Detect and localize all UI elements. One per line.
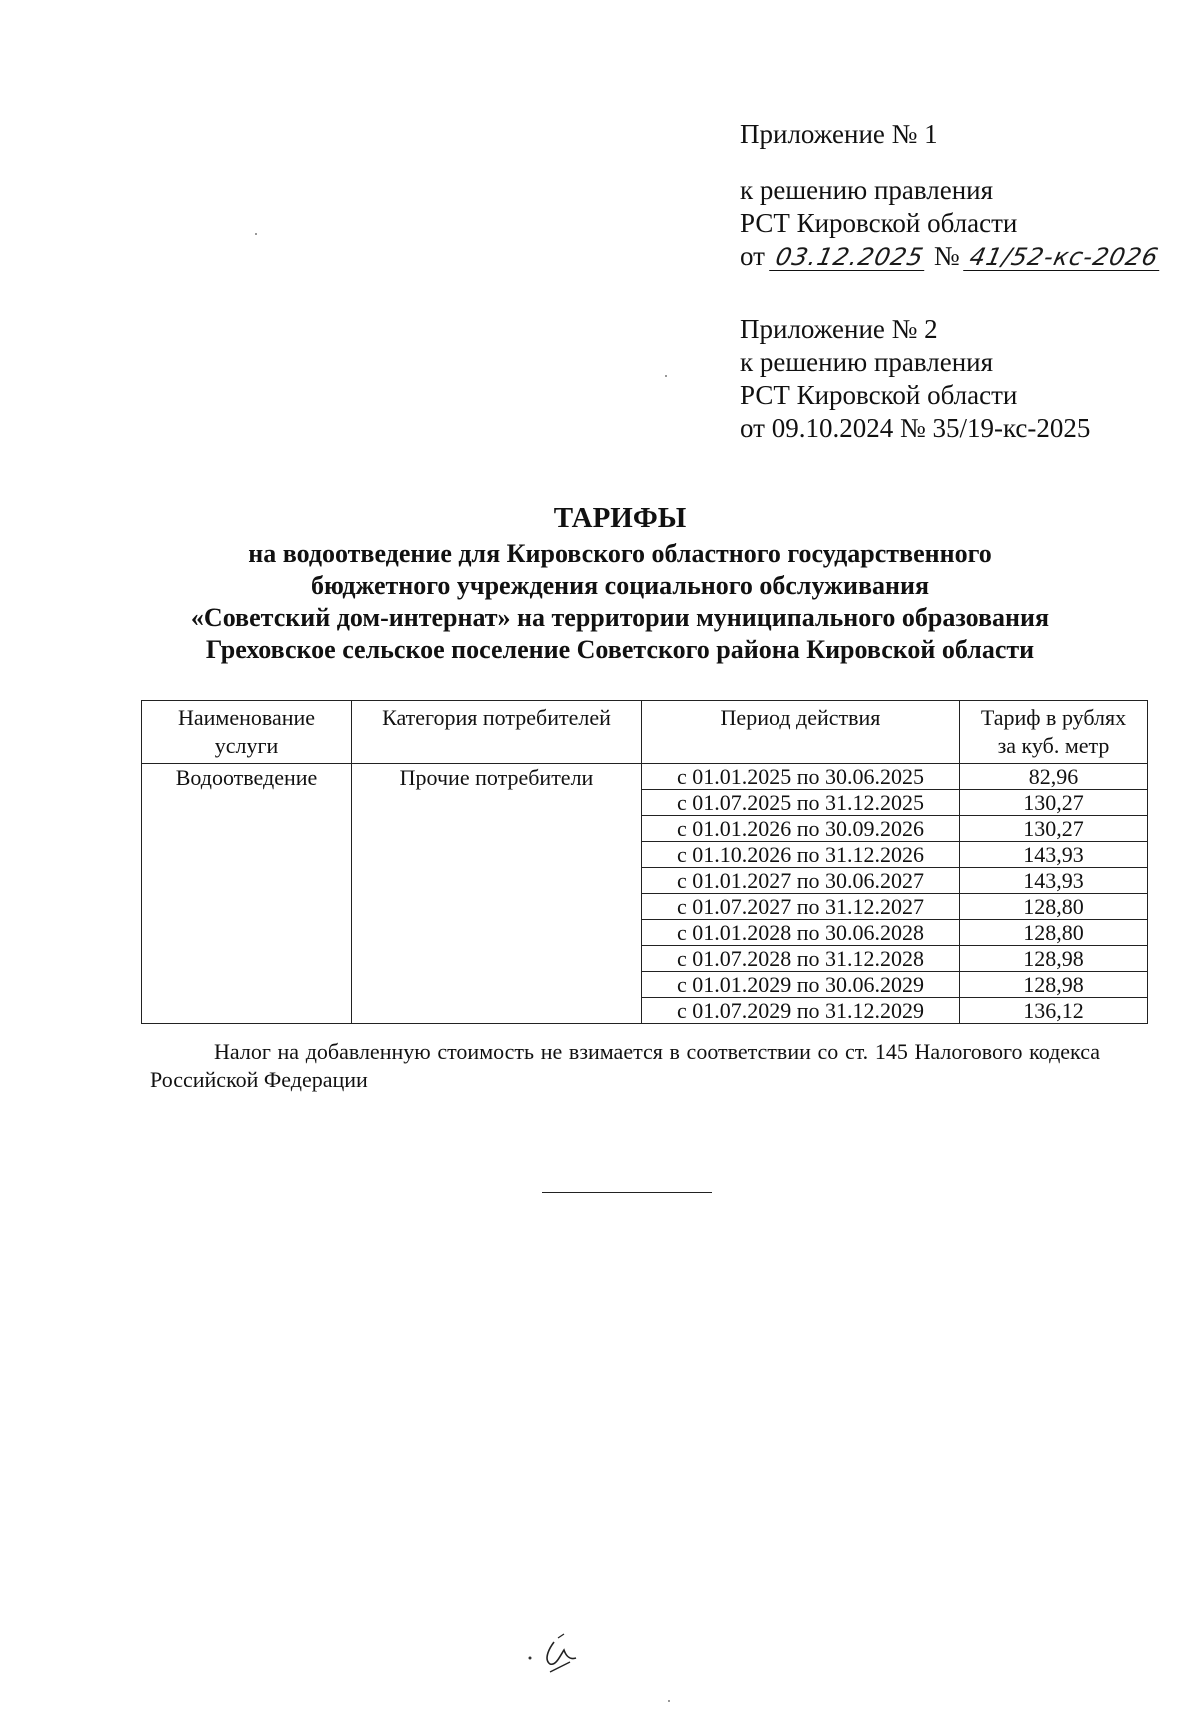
cell-period: с 01.01.2028 по 30.06.2028 xyxy=(642,920,960,946)
cell-tariff: 130,27 xyxy=(960,790,1148,816)
appendix-1-title: Приложение № 1 xyxy=(740,119,938,149)
table-row xyxy=(142,764,1148,790)
scan-speck xyxy=(255,233,257,235)
signature-mark xyxy=(520,1620,590,1685)
appendix-2-block xyxy=(740,313,1090,445)
handwritten-number: 41/52-кс-2026 xyxy=(964,244,1166,271)
document-title: ТАРИФЫ xyxy=(553,502,687,534)
cell-tariff: 143,93 xyxy=(960,868,1148,894)
cell-period: с 01.07.2027 по 31.12.2027 xyxy=(642,894,960,920)
header-period: Период действия xyxy=(642,701,960,764)
appendix-1-number-sign: № xyxy=(933,241,960,271)
cell-period: с 01.01.2027 по 30.06.2027 xyxy=(642,868,960,894)
cell-tariff: 128,98 xyxy=(960,946,1148,972)
separator-rule xyxy=(542,1192,712,1193)
appendix-1-block xyxy=(740,118,1163,273)
cell-period: с 01.01.2029 по 30.06.2029 xyxy=(642,972,960,998)
heading-line-3: «Советский дом-интернат» на территории муниципального образования xyxy=(190,603,1050,632)
appendix-1-from-prefix: от xyxy=(740,241,765,271)
header-tariff: Тариф в рублях за куб. метр xyxy=(960,701,1148,764)
cell-tariff: 128,80 xyxy=(960,894,1148,920)
cell-period: с 01.01.2025 по 30.06.2025 xyxy=(642,764,960,790)
handwritten-date: 03.12.2025 xyxy=(769,244,930,271)
appendix-1-date-number-line xyxy=(740,240,1163,273)
cell-tariff: 136,12 xyxy=(960,998,1148,1024)
cell-tariff: 128,98 xyxy=(960,972,1148,998)
heading-line-1: на водоотведение для Кировского областного государственного xyxy=(248,539,992,568)
cell-category: Прочие потребители xyxy=(352,764,642,1024)
cell-tariff: 128,80 xyxy=(960,920,1148,946)
scan-speck xyxy=(665,375,667,377)
appendix-1-decision-line: к решению правления xyxy=(740,175,994,205)
cell-period: с 01.01.2026 по 30.09.2026 xyxy=(642,816,960,842)
cell-period: с 01.10.2026 по 31.12.2026 xyxy=(642,842,960,868)
scan-speck xyxy=(668,1700,670,1702)
header-category: Категория потребителей xyxy=(352,701,642,764)
heading-line-2: бюджетного учреждения социального обслуживания xyxy=(310,571,930,600)
table-header-row xyxy=(142,701,1148,764)
appendix-2-title: Приложение № 2 xyxy=(740,314,938,344)
heading-line-4: Греховское сельское поселение Советского района Кировской области xyxy=(205,635,1035,664)
cell-tariff: 130,27 xyxy=(960,816,1148,842)
appendix-2-decision-line: к решению правления xyxy=(740,347,994,377)
cell-tariff: 143,93 xyxy=(960,842,1148,868)
cell-period: с 01.07.2029 по 31.12.2029 xyxy=(642,998,960,1024)
document-heading xyxy=(140,500,1100,666)
appendix-1-authority-line: РСТ Кировской области xyxy=(740,208,1018,238)
cell-period: с 01.07.2028 по 31.12.2028 xyxy=(642,946,960,972)
tariff-table xyxy=(141,700,1148,1024)
cell-service: Водоотведение xyxy=(142,764,352,1024)
appendix-2-authority-line: РСТ Кировской области xyxy=(740,380,1018,410)
cell-tariff: 82,96 xyxy=(960,764,1148,790)
cell-period: с 01.07.2025 по 31.12.2025 xyxy=(642,790,960,816)
appendix-2-date-number-line: от 09.10.2024 № 35/19-кс-2025 xyxy=(740,413,1091,443)
vat-note: Налог на добавленную стоимость не взимается в соответствии со ст. 145 Налогового кодекса Российской Федерации xyxy=(150,1039,1100,1092)
header-service: Наименование услуги xyxy=(142,701,352,764)
